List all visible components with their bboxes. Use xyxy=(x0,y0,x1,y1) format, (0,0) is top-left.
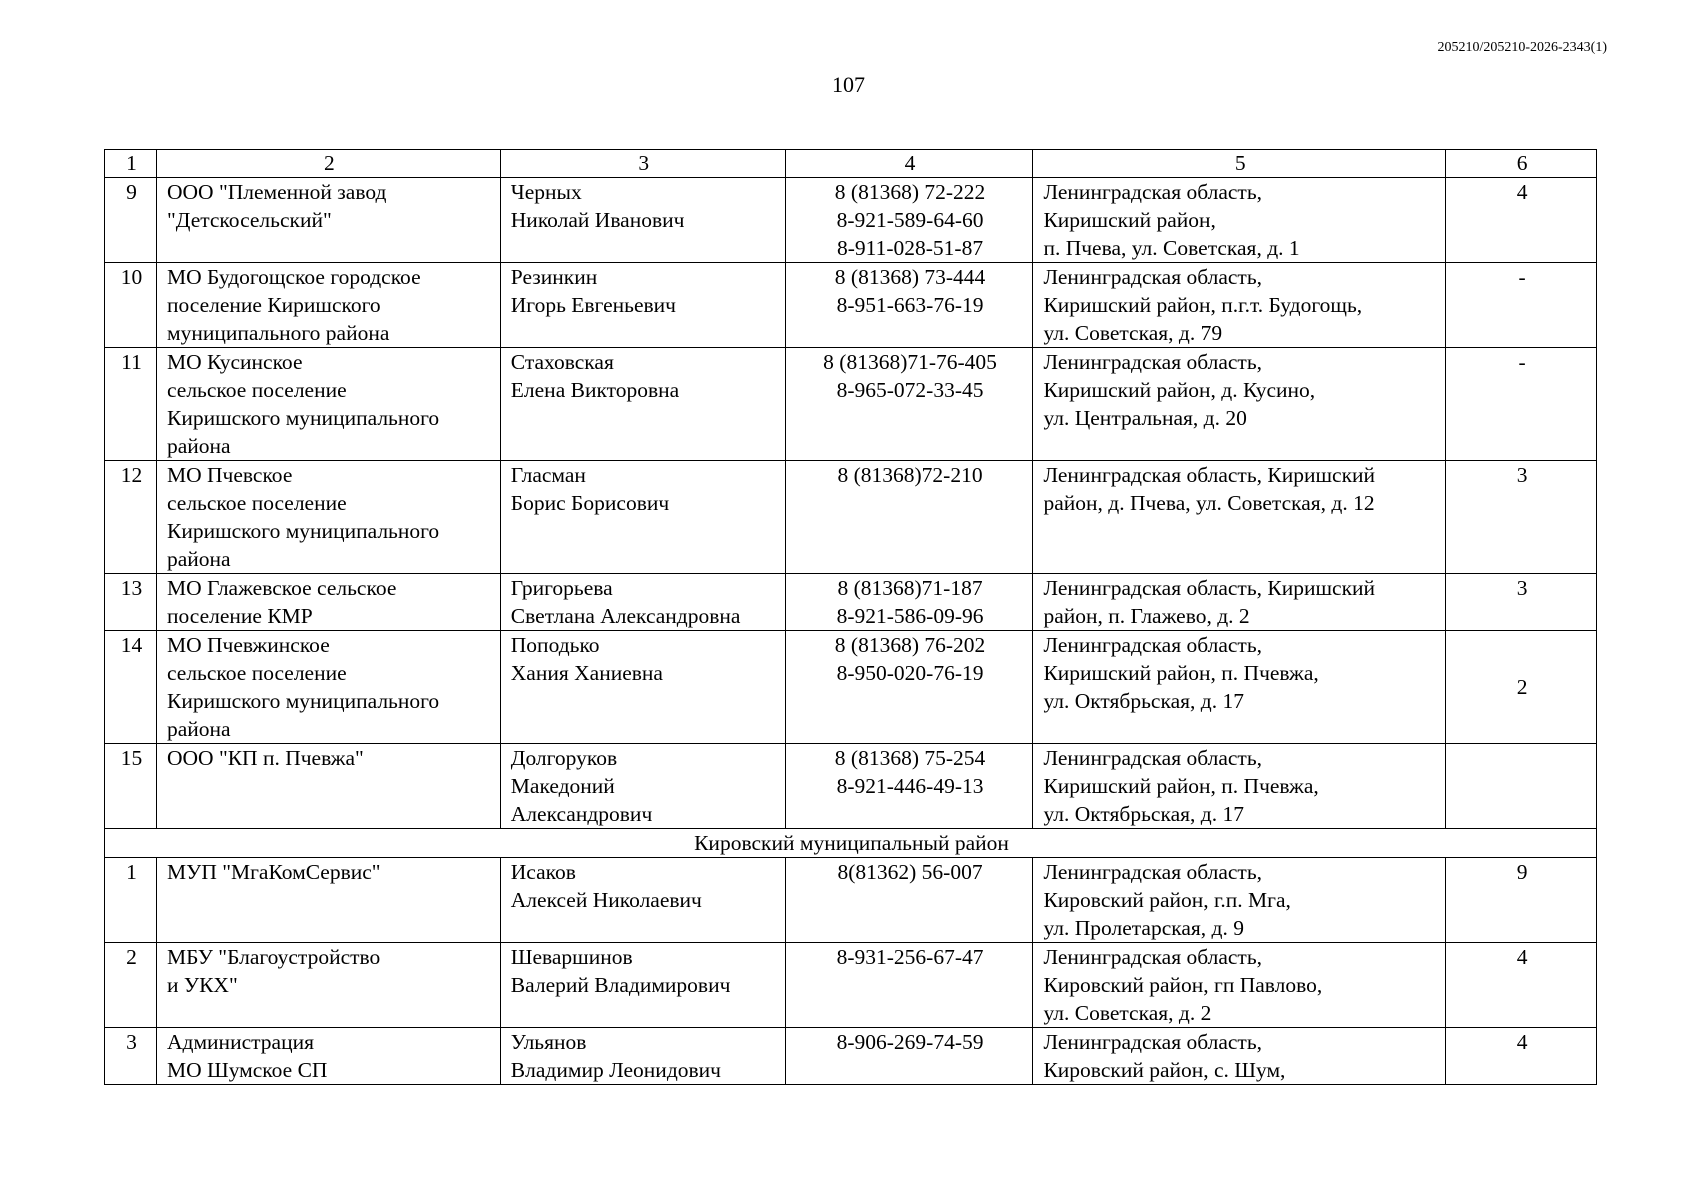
count-value: - xyxy=(1446,263,1597,348)
table-row xyxy=(105,1028,1597,1085)
count-value: 2 xyxy=(1446,631,1597,744)
count-value: 3 xyxy=(1446,574,1597,631)
column-header: 2 xyxy=(156,150,500,178)
contact-person: Стаховская Елена Викторовна xyxy=(500,348,785,461)
organizations-table xyxy=(104,149,1597,1085)
document-id: 205210/205210-2026-2343(1) xyxy=(1437,40,1607,55)
table-row xyxy=(105,631,1597,744)
count-value: 4 xyxy=(1446,1028,1597,1085)
column-header: 3 xyxy=(500,150,785,178)
row-number: 13 xyxy=(105,574,157,631)
address: Ленинградская область, Кировский район, гп Павлово, ул. Советская, д. 2 xyxy=(1033,943,1446,1028)
column-header: 5 xyxy=(1033,150,1446,178)
organization-name: МО Кусинское сельское поселение Киришского муниципального района xyxy=(156,348,500,461)
phone-numbers: 8-906-269-74-59 xyxy=(785,1028,1033,1085)
row-number: 12 xyxy=(105,461,157,574)
organization-name: МО Пчевжинское сельское поселение Киришского муниципального района xyxy=(156,631,500,744)
contact-person: Долгоруков Македоний Александрович xyxy=(500,744,785,829)
row-number: 11 xyxy=(105,348,157,461)
contact-person: Гласман Борис Борисович xyxy=(500,461,785,574)
table-row xyxy=(105,744,1597,829)
organization-name: ООО "Племенной завод "Детскосельский" xyxy=(156,178,500,263)
address: Ленинградская область, Киришский район, п. Пчевжа, ул. Октябрьская, д. 17 xyxy=(1033,631,1446,744)
table-row xyxy=(105,178,1597,263)
contact-person: Черных Николай Иванович xyxy=(500,178,785,263)
count-value: 3 xyxy=(1446,461,1597,574)
count-value: 9 xyxy=(1446,858,1597,943)
table-header-row xyxy=(105,150,1597,178)
phone-numbers: 8 (81368)72-210 xyxy=(785,461,1033,574)
row-number: 14 xyxy=(105,631,157,744)
column-header: 1 xyxy=(105,150,157,178)
contact-person: Ульянов Владимир Леонидович xyxy=(500,1028,785,1085)
table-row xyxy=(105,461,1597,574)
phone-numbers: 8 (81368) 72-222 8-921-589-64-60 8-911-028-51-87 xyxy=(785,178,1033,263)
organization-name: МО Будогощское городское поселение Киришского муниципального района xyxy=(156,263,500,348)
row-number: 2 xyxy=(105,943,157,1028)
contact-person: Поподько Хания Ханиевна xyxy=(500,631,785,744)
row-number: 3 xyxy=(105,1028,157,1085)
count-value: 4 xyxy=(1446,943,1597,1028)
column-header: 6 xyxy=(1446,150,1597,178)
contact-person: Григорьева Светлана Александровна xyxy=(500,574,785,631)
phone-numbers: 8 (81368) 73-444 8-951-663-76-19 xyxy=(785,263,1033,348)
row-number: 15 xyxy=(105,744,157,829)
contact-person: Шеваршинов Валерий Владимирович xyxy=(500,943,785,1028)
contact-person: Резинкин Игорь Евгеньевич xyxy=(500,263,785,348)
table-row xyxy=(105,574,1597,631)
address: Ленинградская область, Киришский район, п.г.т. Будогощь, ул. Советская, д. 79 xyxy=(1033,263,1446,348)
count-value: 4 xyxy=(1446,178,1597,263)
table-row xyxy=(105,943,1597,1028)
phone-numbers: 8(81362) 56-007 xyxy=(785,858,1033,943)
organization-name: МО Пчевское сельское поселение Киришского муниципального района xyxy=(156,461,500,574)
contact-person: Исаков Алексей Николаевич xyxy=(500,858,785,943)
phone-numbers: 8 (81368)71-187 8-921-586-09-96 xyxy=(785,574,1033,631)
address: Ленинградская область, Кировский район, с. Шум, xyxy=(1033,1028,1446,1085)
table-row xyxy=(105,263,1597,348)
column-header: 4 xyxy=(785,150,1033,178)
count-value: - xyxy=(1446,348,1597,461)
organization-name: ООО "КП п. Пчевжа" xyxy=(156,744,500,829)
phone-numbers: 8-931-256-67-47 xyxy=(785,943,1033,1028)
address: Ленинградская область, Киришский район, п. Глажево, д. 2 xyxy=(1033,574,1446,631)
organization-name: Администрация МО Шумское СП xyxy=(156,1028,500,1085)
address: Ленинградская область, Киришский район, п. Пчева, ул. Советская, д. 1 xyxy=(1033,178,1446,263)
organization-name: МО Глажевское сельское поселение КМР xyxy=(156,574,500,631)
phone-numbers: 8 (81368) 76-202 8-950-020-76-19 xyxy=(785,631,1033,744)
row-number: 10 xyxy=(105,263,157,348)
organization-name: МБУ "Благоустройство и УКХ" xyxy=(156,943,500,1028)
count-value xyxy=(1446,744,1597,829)
address: Ленинградская область, Киришский район, д. Кусино, ул. Центральная, д. 20 xyxy=(1033,348,1446,461)
section-header-row xyxy=(105,829,1597,858)
page-number: 107 xyxy=(832,72,865,97)
organization-name: МУП "МгаКомСервис" xyxy=(156,858,500,943)
row-number: 9 xyxy=(105,178,157,263)
address: Ленинградская область, Киришский район, п. Пчевжа, ул. Октябрьская, д. 17 xyxy=(1033,744,1446,829)
phone-numbers: 8 (81368)71-76-405 8-965-072-33-45 xyxy=(785,348,1033,461)
row-number: 1 xyxy=(105,858,157,943)
address: Ленинградская область, Киришский район, д. Пчева, ул. Советская, д. 12 xyxy=(1033,461,1446,574)
phone-numbers: 8 (81368) 75-254 8-921-446-49-13 xyxy=(785,744,1033,829)
table-row xyxy=(105,348,1597,461)
section-title: Кировский муниципальный район xyxy=(105,829,1597,858)
table-row xyxy=(105,858,1597,943)
address: Ленинградская область, Кировский район, г.п. Мга, ул. Пролетарская, д. 9 xyxy=(1033,858,1446,943)
